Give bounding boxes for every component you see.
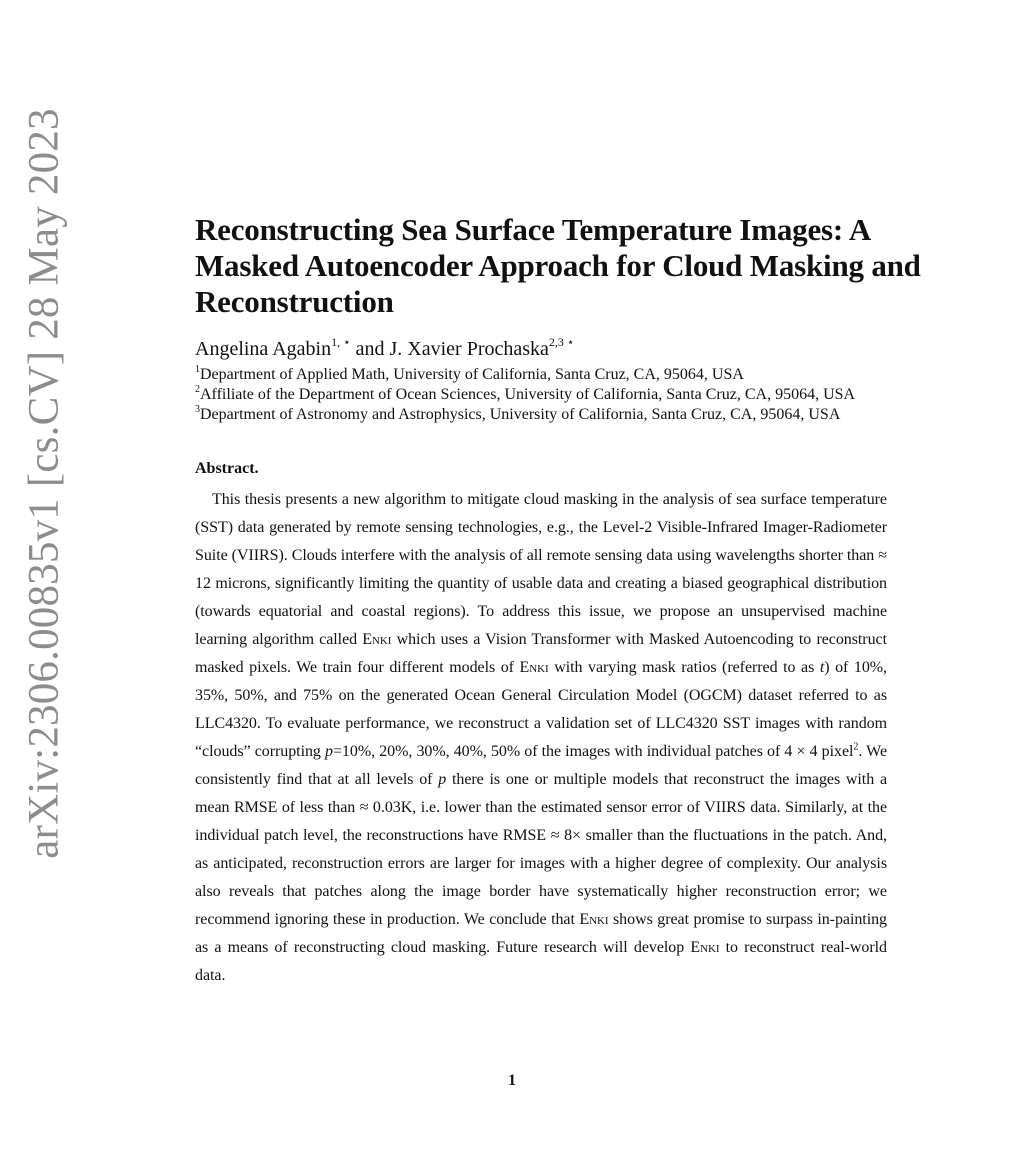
affiliation-number: 2 <box>195 384 200 395</box>
author-name: Angelina Agabin <box>195 338 332 360</box>
page-number: 1 <box>508 1072 516 1089</box>
title-line-3: Reconstruction <box>195 284 394 319</box>
abstract-text: =10%, 20%, 30%, 40%, 50% of the images with individual patches of <box>332 743 785 760</box>
abstract-text: to reconstruct real-world data. <box>195 939 887 984</box>
math-variable: p <box>325 743 333 760</box>
abstract-text: smaller than the fluctuations in the patch. And, as anticipated, reconstruction errors are larger for images with a higher degree of complexity. Our analysis also reveals that patches along the image border have systematically higher reconstruction error; we recommend ignoring these in production. We conclude that <box>195 827 888 928</box>
method-name-enki: Enki <box>519 659 549 676</box>
abstract-text: there is one or multiple models that reconstruct the images with a mean RMSE of less than <box>195 771 887 816</box>
affiliation-item <box>195 405 887 425</box>
affiliation-text: Department of Astronomy and Astrophysics, University of California, Santa Cruz, CA, 95064, USA <box>200 406 841 423</box>
paper-title <box>195 212 921 320</box>
affiliation-number: 1 <box>195 364 200 375</box>
paper-front-matter <box>195 212 921 1006</box>
abstract-text: This thesis presents a new algorithm to mitigate cloud masking in the analysis of sea surface temperature (SST) data generated by remote sensing technologies, e.g., the Level-2 Visible-Infrared Imager-Radiometer Suite (VIIRS). Clouds interfere with the analysis of all remote sensing data using wavelengths shorter than <box>195 491 887 564</box>
method-name-enki: Enki <box>362 631 392 648</box>
abstract-text: shows great promise to surpass in-painting as a means of reconstructing cloud masking. Future research will develop <box>195 911 887 956</box>
affiliation-text: Affiliate of the Department of Ocean Sciences, University of California, Santa Cruz, CA, 95064, USA <box>200 386 856 403</box>
math-unit: pixel <box>821 743 854 760</box>
title-line-2: Masked Autoencoder Approach for Cloud Masking and <box>195 248 921 283</box>
abstract-text: K, i.e. lower than the estimated sensor error of VIIRS data. Similarly, at the individual patch level, the reconstructions have RMSE <box>195 799 887 844</box>
abstract-text: with varying mask ratios (referred to as <box>548 659 820 676</box>
abstract-text: microns, significantly limiting the quantity of usable data and creating a biased geographical distribution (towards equatorial and coastal regions). To address this issue, we propose an unsupervised machine learning algorithm called <box>195 575 887 648</box>
abstract-body <box>195 486 887 990</box>
affiliation-text: Department of Applied Math, University of California, Santa Cruz, CA, 95064, USA <box>200 366 744 383</box>
math-expression: ≈ 12 <box>195 547 887 592</box>
abstract-text: ) of 10%, 35%, 50%, and 75% on the generated Ocean General Circulation Model (OGCM) dataset referred to as LLC4320. To evaluate performance, we reconstruct a validation set of LLC4320 SST images with random “clouds” corrupting <box>195 659 887 760</box>
author-list <box>195 337 887 361</box>
method-name-enki: Enki <box>579 911 609 928</box>
abstract-text: . We consistently find that at all levels of <box>195 743 887 788</box>
arxiv-identifier-text: arXiv:2306.00835v1 [cs.CV] 28 May 2023 <box>20 108 68 859</box>
method-name-enki: Enki <box>690 939 720 956</box>
math-variable: t <box>819 659 825 676</box>
math-expression: 4 × 4 <box>784 743 818 760</box>
author-conjunction: and <box>350 338 390 360</box>
title-line-1: Reconstructing Sea Surface Temperature Images: A <box>195 212 872 247</box>
math-expression: ≈ 8× <box>550 827 582 844</box>
affiliation-item <box>195 385 887 405</box>
math-variable: p <box>438 771 447 788</box>
math-exponent: 2 <box>853 741 859 753</box>
arxiv-identifier-stamp <box>4 108 84 859</box>
abstract-heading: Abstract. <box>195 460 259 477</box>
author-affiliation-marker: 2,3 ⋆ <box>548 335 575 349</box>
math-expression: ≈ 0.03 <box>359 799 401 816</box>
affiliation-item <box>195 365 887 385</box>
author-affiliation-marker: 1, ⋆ <box>331 335 351 349</box>
abstract-text: which uses a Vision Transformer with Masked Autoencoding to reconstruct masked pixels. We train four different models of <box>195 631 887 676</box>
affiliation-number: 3 <box>195 404 200 415</box>
author-name: J. Xavier Prochaska <box>389 338 549 360</box>
affiliation-list <box>195 365 887 425</box>
